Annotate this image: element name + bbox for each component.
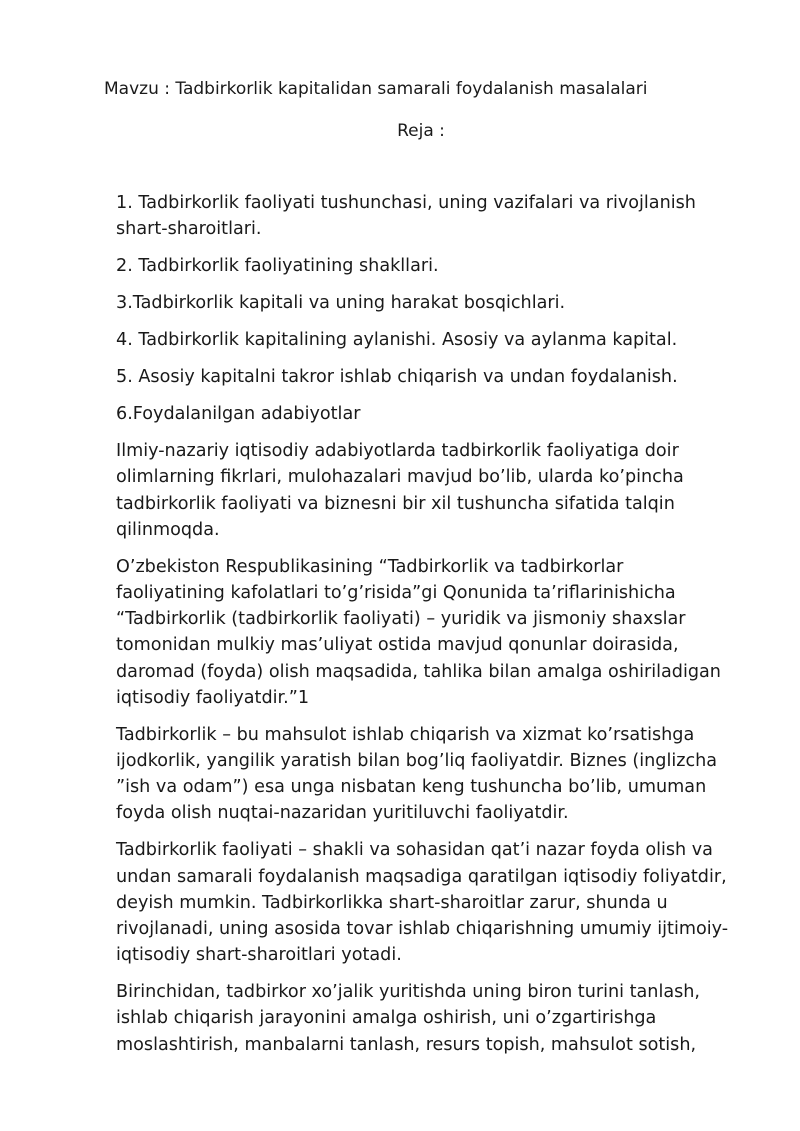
plan-heading: Reja : xyxy=(397,121,445,141)
paragraph-2: O’zbekiston Respublikasining “Tadbirkorlik va tadbirkorlar faoliyatining kafolatlari to’g’risida”gi Qonunida ta’riflarinishicha “Tadbirkorlik (tadbirkorlik faoliyati) – yuridik va jismoniy shaxslar tomonidan mulkiy mas’uliyat ostida mavjud qonunlar doirasida, daromad (foyda) olish maqsadida, tahlika bilan amalga oshiriladigan iqtisodiy faoliyatdir.”1 xyxy=(116,556,721,708)
plan-item-1: 1. Tadbirkorlik faoliyati tushunchasi, uning vazifalari va rivojlanish shart-sharoitlari. xyxy=(116,193,696,240)
document-body xyxy=(116,190,736,1069)
plan-item-3: 3.Tadbirkorlik kapitali va uning harakat bosqichlari. xyxy=(116,293,566,314)
paragraph-1: Ilmiy-nazariy iqtisodiy adabiyotlarda tadbirkorlik faoliyatiga doir olimlarning fikrlari, mulohazalari mavjud bo’lib, ularda ko’pincha tadbirkorlik faoliyati va biznesni bir xil tushuncha sifatida talqin qilinmoqda. xyxy=(116,441,684,540)
plan-item-2: 2. Tadbirkorlik faoliyatining shakllari. xyxy=(116,256,439,277)
plan-item-4: 4. Tadbirkorlik kapitalining aylanishi. Asosiy va aylanma kapital. xyxy=(116,330,678,351)
paragraph-3: Tadbirkorlik – bu mahsulot ishlab chiqarish va xizmat ko’rsatishga ijodkorlik, yangilik yaratish bilan bog’liq faoliyatdir. Biznes (inglizcha ”ish va odam”) esa unga nisbatan keng tushuncha bo’lib, umuman foyda olish nuqtai-nazaridan yuritiluvchi faoliyatdir. xyxy=(116,724,718,824)
paragraph-4: Tadbirkorlik faoliyati – shakli va sohasidan qat’i nazar foyda olish va undan samarali foydalanish maqsadiga qaratilgan iqtisodiy foliyatdir, deyish mumkin. Tadbirkorlikka shart-sharoitlar zarur, shunda u rivojlanadi, uning asosida tovar ishlab chiqarishning umumiy ijtimoiy-iqtisodiy shart-sharoitlari yotadi. xyxy=(116,840,729,966)
document-title: Mavzu : Tadbirkorlik kapitalidan samarali foydalanish masalalari xyxy=(104,79,648,99)
plan-item-6: 6.Foydalanilgan adabiyotlar xyxy=(116,404,361,425)
plan-list xyxy=(116,190,736,427)
plan-item-5: 5. Asosiy kapitalni takror ishlab chiqarish va undan foydalanish. xyxy=(116,367,678,388)
paragraph-5: Birinchidan, tadbirkor xo’jalik yuritishda uning biron turini tanlash, ishlab chiqarish jarayonini amalga oshirish, uni o’zgartirishga moslashtirish, manbalarni tanlash, resurs topish, mahsulot sotish, xyxy=(116,982,701,1055)
